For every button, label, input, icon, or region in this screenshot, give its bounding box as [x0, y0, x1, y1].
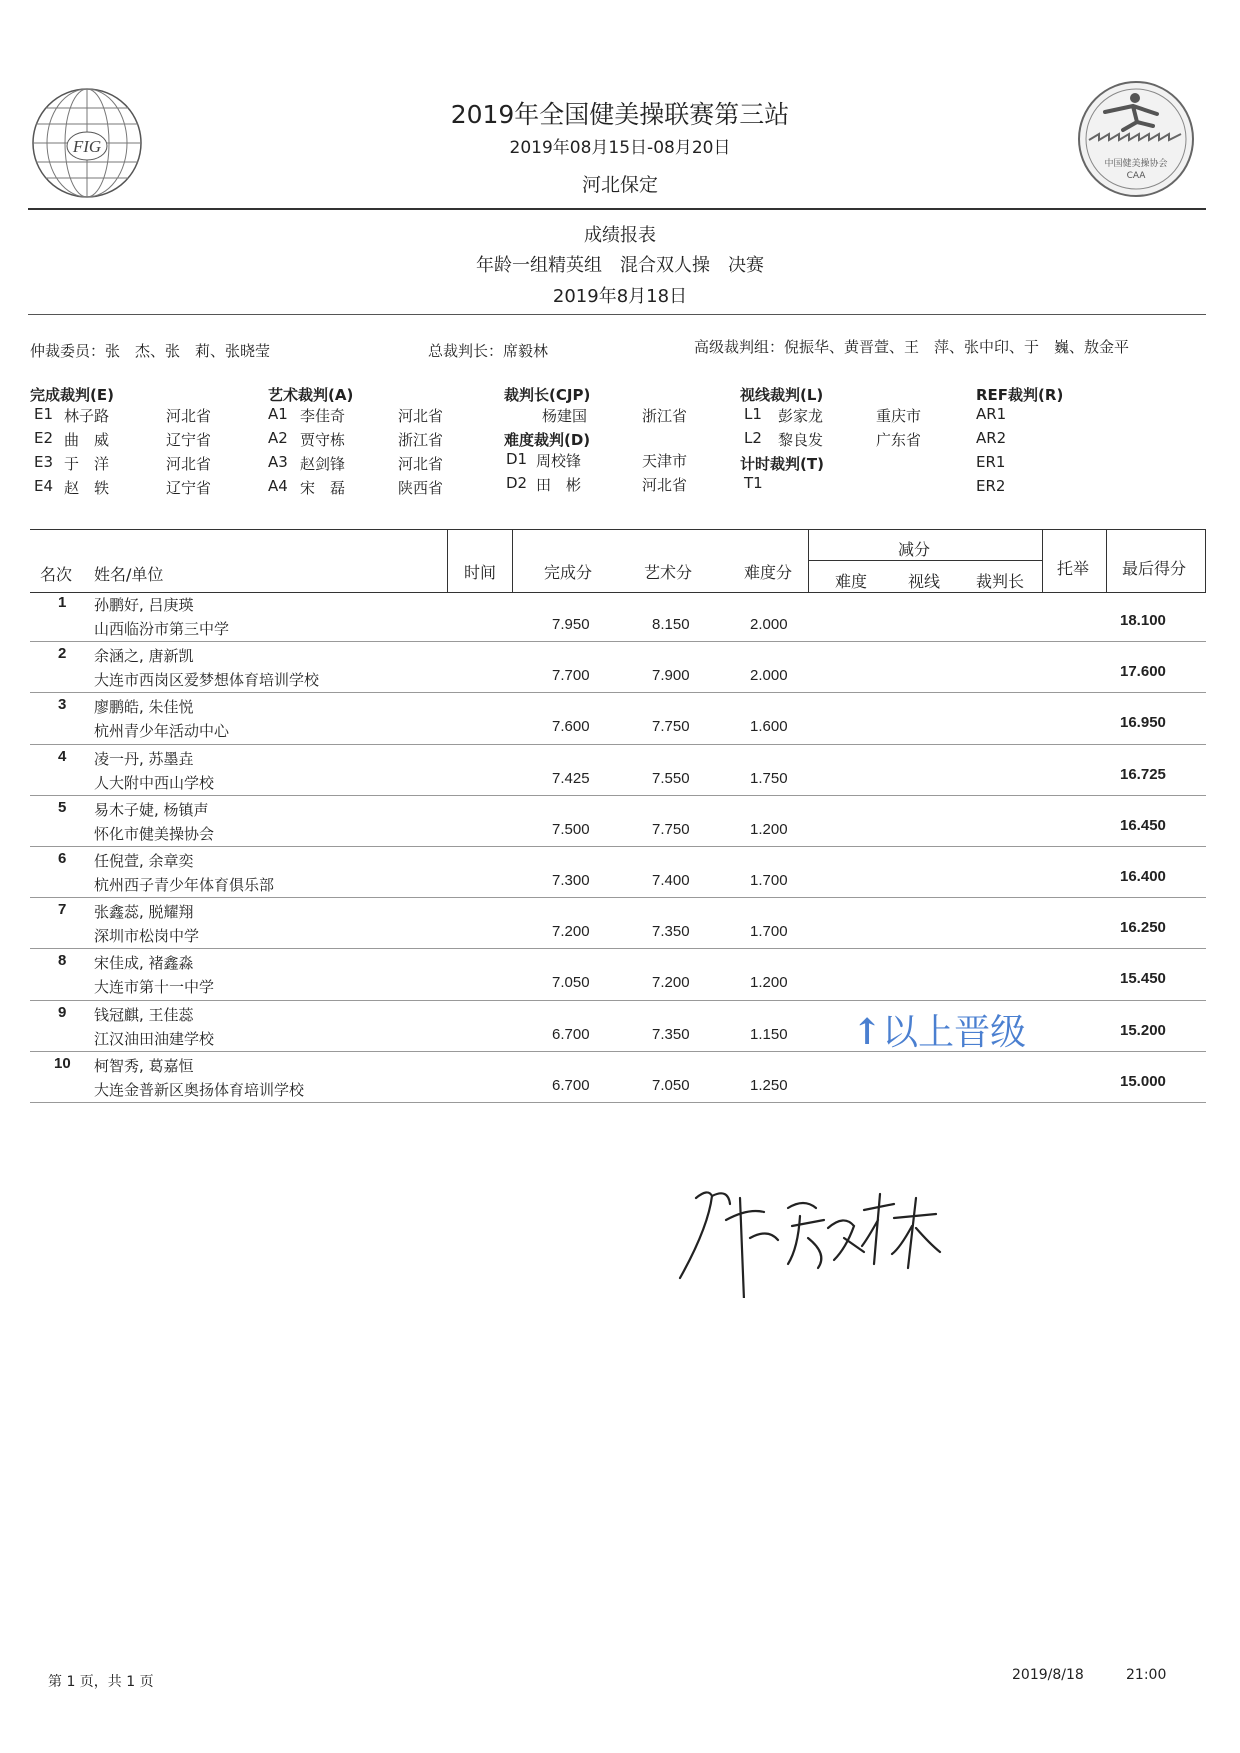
judge-code: AR2	[976, 429, 1007, 447]
rank-cell: 7	[58, 901, 67, 919]
judge-name: 周校锋	[536, 452, 582, 470]
judge-code: L1	[744, 405, 762, 423]
header-rank: 名次	[40, 565, 73, 584]
judge-row	[976, 453, 1136, 477]
athlete-unit: 大连市西岗区爱梦想体育培训学校	[94, 671, 320, 690]
judge-province: 河北省	[642, 476, 688, 494]
judge-code: E1	[34, 405, 54, 423]
row-divider	[30, 846, 1206, 847]
arrow-up-icon: ↑	[852, 1011, 883, 1053]
rank-cell: 8	[58, 952, 67, 970]
judge-code: A2	[268, 429, 288, 447]
judge-row	[268, 477, 488, 501]
panel-title: REF裁判(R)	[976, 386, 1064, 404]
judge-row	[740, 474, 960, 498]
header-difficulty: 难度分	[744, 563, 793, 582]
judge-province: 浙江省	[398, 431, 444, 449]
difficulty-score: 1.700	[750, 923, 788, 941]
athlete-names: 任倪萱, 余章奕	[94, 852, 194, 870]
page-number: 第 1 页，共 1 页	[48, 1674, 154, 1690]
judge-name: 赵 轶	[64, 479, 110, 497]
artistic-score: 7.550	[652, 769, 690, 787]
judge-row	[976, 405, 1136, 429]
svg-text:中国健美操协会: 中国健美操协会	[1104, 159, 1168, 169]
execution-score: 7.950	[552, 616, 590, 633]
judge-row	[30, 453, 250, 477]
results-header	[30, 529, 1206, 593]
artistic-score: 7.400	[652, 872, 690, 889]
judge-code: ER1	[976, 453, 1006, 471]
athlete-names: 柯智秀, 葛嘉恒	[94, 1056, 194, 1075]
athlete-names: 凌一丹, 苏墨垚	[94, 749, 194, 768]
panel-title: 难度裁判(D)	[504, 431, 591, 449]
final-score: 15.200	[1120, 1021, 1166, 1039]
athlete-unit: 大连市第十一中学	[94, 978, 215, 997]
cjp-difficulty-panel	[504, 384, 724, 498]
qualification-note-text: 以上晋级	[882, 1012, 1027, 1053]
chief-judge-line: 总裁判长：席毅林	[428, 342, 549, 360]
execution-score: 7.700	[552, 667, 590, 685]
execution-panel	[30, 384, 250, 501]
judge-row	[740, 429, 960, 453]
judge-province: 辽宁省	[166, 479, 212, 497]
row-divider	[30, 1102, 1206, 1103]
judge-row	[976, 477, 1136, 501]
event-date: 2019年8月18日	[552, 286, 688, 307]
svg-text:CAA: CAA	[1126, 171, 1146, 181]
difficulty-score: 1.150	[750, 1025, 788, 1043]
judge-row	[268, 453, 488, 477]
final-score: 16.250	[1120, 919, 1166, 937]
judge-code: E4	[34, 477, 54, 495]
event-name: 年龄一组精英组 混合双人操 决赛	[476, 255, 764, 276]
row-divider	[30, 1000, 1206, 1001]
artistic-score: 7.350	[652, 923, 690, 941]
final-score: 18.100	[1120, 612, 1166, 629]
final-score: 15.450	[1120, 970, 1166, 988]
athlete-names: 钱冠麒, 王佳蕊	[94, 1005, 194, 1024]
header-ded-difficulty: 难度	[835, 572, 868, 591]
athlete-unit: 江汉油田油建学校	[94, 1029, 215, 1048]
difficulty-score: 1.250	[750, 1076, 788, 1094]
row-divider	[30, 692, 1206, 693]
athlete-unit: 杭州青少年活动中心	[94, 722, 230, 741]
row-divider	[30, 795, 1206, 796]
judge-code: E3	[34, 453, 54, 471]
difficulty-score: 1.600	[750, 718, 788, 736]
final-score: 16.450	[1120, 816, 1166, 834]
athlete-names: 余涵之, 唐新凯	[94, 647, 194, 666]
final-score: 15.000	[1120, 1072, 1166, 1090]
header-lift: 托举	[1057, 559, 1090, 578]
competition-venue: 河北保定	[581, 174, 658, 196]
rank-cell: 1	[58, 594, 67, 611]
qualification-note	[852, 1004, 1026, 1055]
header-artistic: 艺术分	[644, 563, 693, 582]
judge-province: 河北省	[166, 407, 212, 425]
execution-score: 7.425	[552, 769, 590, 787]
artistic-score: 8.150	[652, 616, 690, 633]
panel-title: 视线裁判(L)	[740, 386, 824, 404]
report-divider	[28, 314, 1206, 315]
athlete-names: 廖鹏皓, 朱佳悦	[94, 698, 194, 717]
execution-score: 7.600	[552, 718, 590, 736]
judge-row	[30, 429, 250, 453]
judge-row	[268, 429, 488, 453]
header-ded-cjp: 裁判长	[976, 572, 1025, 591]
judge-province: 天津市	[642, 452, 688, 470]
judge-code: ER2	[976, 477, 1006, 495]
judge-code: D1	[506, 450, 528, 468]
jury-line: 仲裁委员：张 杰、张 莉、张晓莹	[30, 342, 271, 360]
panel-title: 艺术裁判(A)	[268, 386, 354, 404]
rank-cell: 4	[58, 747, 67, 765]
judge-province: 广东省	[876, 431, 922, 449]
judge-name: 黎良发	[778, 431, 824, 449]
row-divider	[30, 1051, 1206, 1052]
athlete-names: 张鑫蕊, 脱耀翔	[94, 903, 194, 922]
row-divider	[30, 948, 1206, 949]
judge-row	[504, 474, 724, 498]
artistic-score: 7.750	[652, 820, 690, 838]
row-divider	[30, 641, 1206, 642]
judge-name: 林子路	[64, 407, 110, 425]
difficulty-score: 1.700	[750, 872, 788, 889]
row-divider	[30, 897, 1206, 898]
header-final: 最后得分	[1122, 559, 1187, 578]
judge-code: A4	[268, 477, 288, 495]
execution-score: 7.300	[552, 872, 590, 889]
chief-judge-signature	[668, 1168, 948, 1298]
row-divider	[30, 744, 1206, 745]
rank-cell: 10	[54, 1054, 71, 1072]
athlete-names: 宋佳成, 褚鑫淼	[94, 954, 194, 973]
execution-score: 7.200	[552, 923, 590, 941]
rank-cell: 9	[58, 1003, 67, 1021]
artistic-score: 7.350	[652, 1025, 690, 1043]
athlete-names: 易木子婕, 杨镇声	[94, 800, 209, 819]
panel-title: 完成裁判(E)	[30, 386, 114, 404]
judge-code: E2	[34, 429, 54, 447]
athlete-unit: 山西临汾市第三中学	[94, 620, 230, 638]
header-divider	[28, 208, 1206, 210]
execution-score: 6.700	[552, 1076, 590, 1094]
execution-score: 7.500	[552, 820, 590, 838]
judge-row	[504, 450, 724, 474]
panel-title: 计时裁判(T)	[740, 455, 824, 473]
rank-cell: 3	[58, 696, 67, 714]
final-score: 17.600	[1120, 663, 1166, 681]
judge-row	[976, 429, 1136, 453]
judge-code: AR1	[976, 405, 1007, 423]
header-name: 姓名/单位	[94, 565, 164, 584]
senior-panel-line: 高级裁判组：倪振华、黄晋萱、王 萍、张中印、于 巍、敖金平	[694, 338, 1130, 356]
header-ded-line: 视线	[908, 572, 941, 591]
difficulty-score: 1.200	[750, 820, 788, 838]
athlete-unit: 大连金普新区奥扬体育培训学校	[94, 1080, 305, 1099]
judge-province: 重庆市	[876, 407, 922, 425]
header-time: 时间	[464, 563, 497, 582]
judge-name: 赵剑锋	[300, 455, 346, 473]
cjp-province: 浙江省	[642, 407, 688, 425]
difficulty-score: 2.000	[750, 616, 788, 633]
difficulty-score: 2.000	[750, 667, 788, 685]
judge-row	[30, 477, 250, 501]
panel-title: 裁判长(CJP)	[504, 386, 591, 404]
judge-row	[30, 405, 250, 429]
difficulty-score: 1.750	[750, 769, 788, 787]
execution-score: 6.700	[552, 1025, 590, 1043]
athlete-unit: 人大附中西山学校	[94, 773, 215, 792]
judge-name: 田 彬	[536, 476, 582, 494]
competition-title: 2019年全国健美操联赛第三站	[450, 100, 790, 129]
athlete-unit: 怀化市健美操协会	[94, 824, 215, 843]
rank-cell: 5	[58, 798, 67, 816]
execution-score: 7.050	[552, 974, 590, 992]
athlete-names: 孙鹏好, 吕庚瑛	[94, 596, 194, 614]
line-time-panel	[740, 384, 960, 498]
header-execution: 完成分	[544, 563, 593, 582]
judge-code: L2	[744, 429, 762, 447]
judge-code: D2	[506, 474, 528, 492]
difficulty-score: 1.200	[750, 974, 788, 992]
final-score: 16.400	[1120, 868, 1166, 885]
cjp-name: 杨建国	[542, 407, 588, 425]
print-date: 2019/8/18	[1012, 1667, 1084, 1683]
judge-row	[268, 405, 488, 429]
judge-name: 曲 威	[64, 431, 110, 449]
judge-code: A1	[268, 405, 288, 423]
judge-code: T1	[744, 474, 763, 492]
rank-cell: 6	[58, 850, 67, 867]
judge-province: 辽宁省	[166, 431, 212, 449]
judge-name: 宋 磊	[300, 479, 346, 497]
artistic-score: 7.900	[652, 667, 690, 685]
artistic-score: 7.750	[652, 718, 690, 736]
judge-province: 河北省	[166, 455, 212, 473]
judge-row	[740, 405, 960, 429]
athlete-unit: 杭州西子青少年体育俱乐部	[94, 876, 275, 894]
judge-name: 彭家龙	[778, 407, 824, 425]
header-deduction: 减分	[898, 540, 931, 559]
judge-code: A3	[268, 453, 288, 471]
final-score: 16.950	[1120, 714, 1166, 732]
competition-dates: 2019年08月15日-08月20日	[509, 138, 731, 158]
judge-province: 河北省	[398, 407, 444, 425]
judge-name: 李佳奇	[300, 407, 346, 425]
athlete-unit: 深圳市松岗中学	[94, 927, 200, 946]
final-score: 16.725	[1120, 765, 1166, 783]
judge-name: 贾守栋	[300, 431, 346, 449]
judge-name: 于 洋	[64, 455, 110, 473]
report-title: 成绩报表	[584, 225, 656, 246]
rank-cell: 2	[58, 645, 67, 663]
print-time: 21:00	[1126, 1667, 1167, 1683]
judge-province: 河北省	[398, 455, 444, 473]
artistic-score: 7.050	[652, 1076, 690, 1094]
svg-text:FIG: FIG	[72, 137, 102, 156]
ref-panel	[976, 384, 1136, 501]
artistic-panel	[268, 384, 488, 501]
artistic-score: 7.200	[652, 974, 690, 992]
judge-province: 陕西省	[398, 479, 444, 497]
